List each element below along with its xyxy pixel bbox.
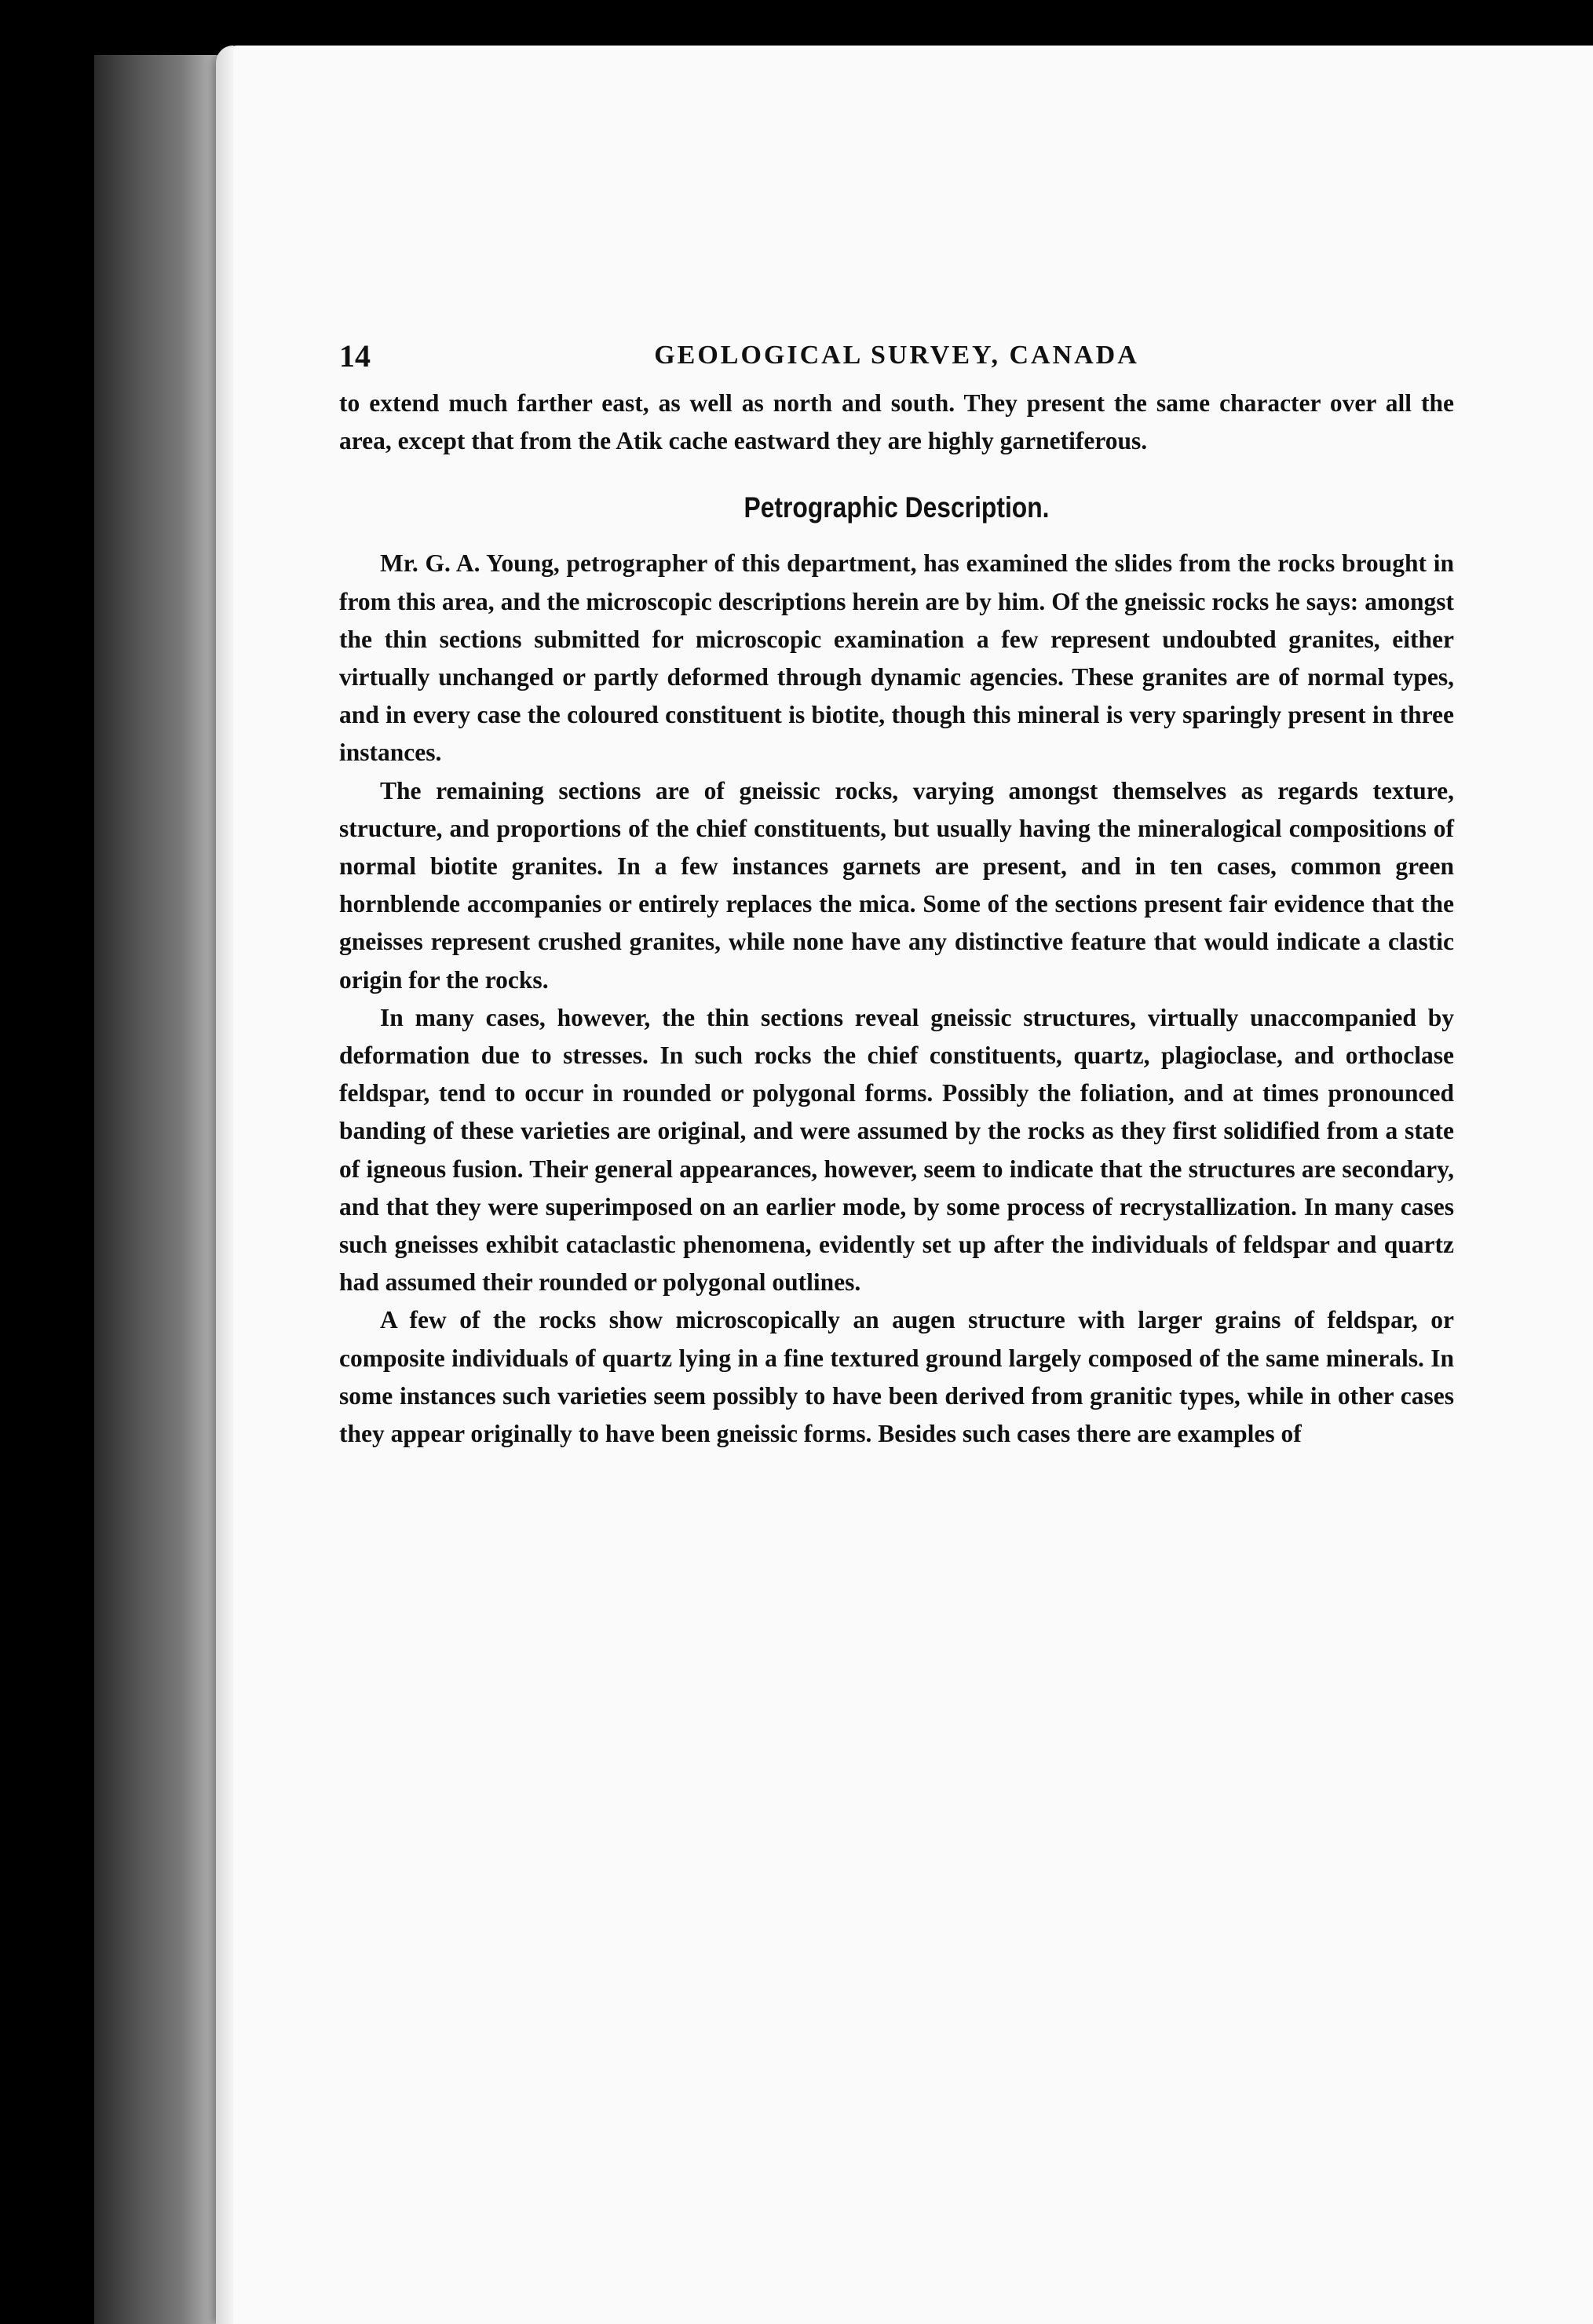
book-spine-edge — [94, 55, 220, 2324]
running-title: GEOLOGICAL SURVEY, CANADA — [654, 341, 1139, 370]
page-edge-shadow — [216, 46, 233, 2324]
paragraph-2: The remaining sections are of gneissic rocks, varying amongst themselves as regards texture, structure, and proportions of the chief constituents, but usually having the mineralogical compositions of normal biotite granites. In a few instances garnets are present, and in ten cases, common green hornblende accompanies or entirely replaces the mica. Some of the sections present fair evidence that the gneisses represent crushed granites, while none have any distinctive feature that would indicate a clastic origin for the rocks. — [339, 776, 1454, 994]
section-heading: Petrographic Description. — [744, 491, 1050, 524]
page-content — [339, 337, 1454, 1453]
paragraph-continuation: to extend much farther east, as well as north and south. They present the same character over all the area, except that from the Atik cache eastward they are highly garnetiferous. — [339, 389, 1454, 455]
paragraph-1: Mr. G. A. Young, petrographer of this department, has examined the slides from the rocks brought in from this area, and the microscopic descriptions herein are by him. Of the gneissic rocks he says: amongst the thin sections submitted for microscopic examination a few represent undoubted granites, either virtually unchanged or partly deformed through dynamic agencies. These granites are of normal types, and in every case the coloured constituent is biotite, though this mineral is very sparingly present in three instances. — [339, 549, 1454, 767]
paragraph-4: A few of the rocks show microscopically an augen structure with larger grains of feldspar, or composite individuals of quartz lying in a fine textured ground largely composed of the same minerals. In some instances such varieties seem possibly to have been derived from granitic types, while in other cases they appear originally to have been gneissic forms. Besides such cases there are examples of — [339, 1306, 1454, 1448]
paragraph-3: In many cases, however, the thin sections reveal gneissic structures, virtually unaccompanied by deformation due to stresses. In such rocks the chief constituents, quartz, plagioclase, and orthoclase feldspar, tend to occur in rounded or polygonal forms. Possibly the foliation, and at times pronounced banding of these varieties are original, and were assumed by the rocks as they first solidified from a state of igneous fusion. Their general appearances, however, seem to indicate that the structures are secondary, and that they were superimposed on an earlier mode, by some process of recrystallization. In many cases such gneisses exhibit cataclastic phenomena, evidently set up after the individuals of feldspar and quartz had assumed their rounded or polygonal outlines. — [339, 1003, 1454, 1297]
page-number: 14 — [339, 338, 371, 374]
running-header — [339, 337, 1454, 385]
